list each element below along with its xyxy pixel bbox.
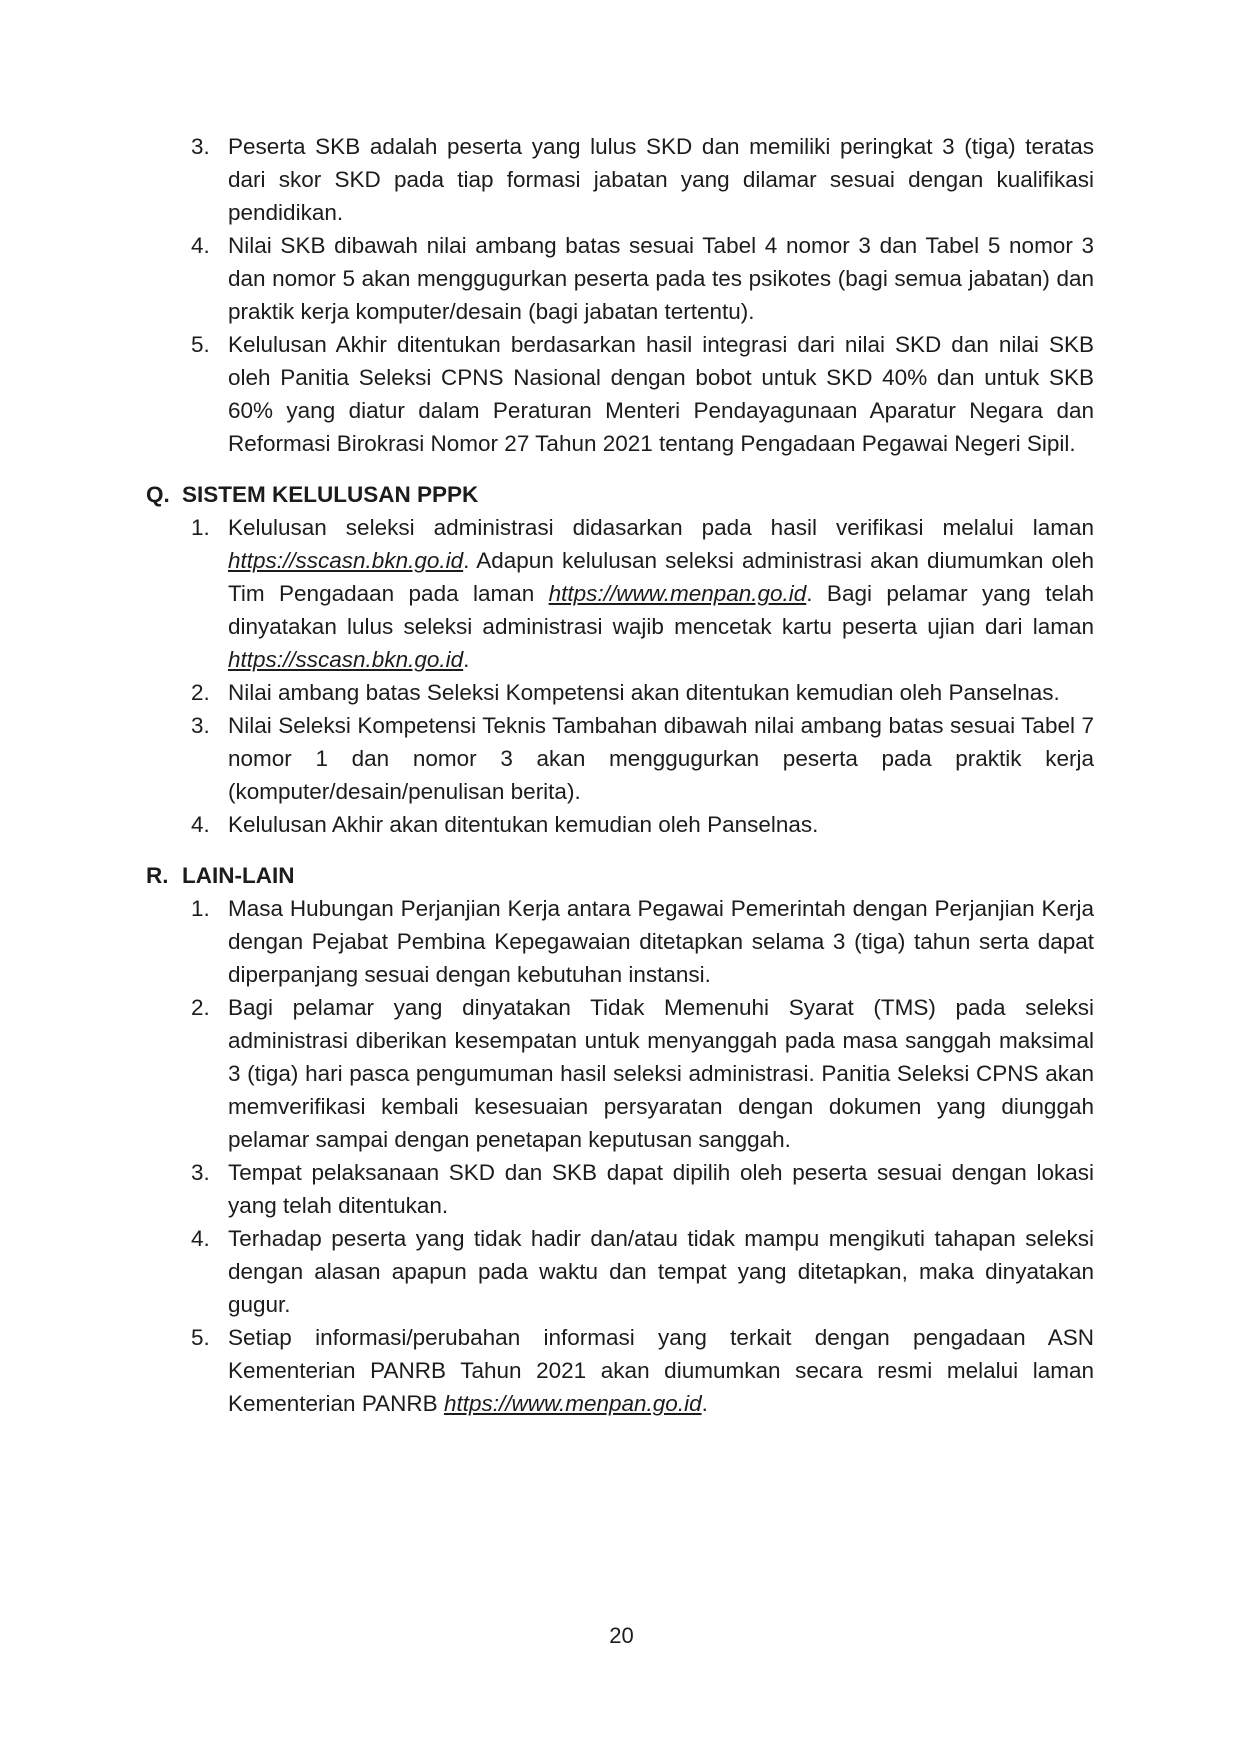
list-item — [191, 676, 1094, 709]
list-text: Terhadap peserta yang tidak hadir dan/atau tidak mampu mengikuti tahapan seleksi dengan alasan apapun pada waktu dan tempat yang ditetapkan, maka dinyatakan gugur. — [228, 1226, 1094, 1317]
list-text: Nilai Seleksi Kompetensi Teknis Tambahan dibawah nilai ambang batas sesuai Tabel 7 nomor 1 dan nomor 3 akan menggugurkan peserta pada praktik kerja (komputer/desain/penulisan berita). — [228, 713, 1094, 804]
list-number: 3. — [191, 713, 210, 738]
list-text: . Bagi pelamar yang telah dinyatakan lulus seleksi administrasi wajib mencetak kartu peserta ujian dari laman — [228, 581, 1094, 639]
list-text: . Adapun kelulusan seleksi administrasi akan diumumkan oleh Tim Pengadaan pada laman — [228, 548, 1094, 606]
list-text: Masa Hubungan Perjanjian Kerja antara Pegawai Pemerintah dengan Perjanjian Kerja dengan Pejabat Pembina Kepegawaian ditetapkan selama 3 (tiga) tahun serta dapat diperpanjang sesuai dengan kebutuhan instansi. — [228, 896, 1094, 987]
list-item — [191, 1156, 1094, 1222]
list-number: 1. — [191, 515, 210, 540]
list-item — [191, 130, 1094, 229]
list-item — [191, 892, 1094, 991]
page-number: 20 — [609, 1623, 634, 1648]
list-number: 3. — [191, 134, 210, 159]
list-number: 2. — [191, 680, 210, 705]
list-text: Kelulusan seleksi administrasi didasarkan pada hasil verifikasi melalui laman — [228, 515, 1094, 540]
list-item — [191, 328, 1094, 460]
list-number: 1. — [191, 896, 210, 921]
list-item — [191, 1321, 1094, 1420]
list-text: Bagi pelamar yang dinyatakan Tidak Memenuhi Syarat (TMS) pada seleksi administrasi diberikan kesempatan untuk menyanggah pada masa sanggah maksimal 3 (tiga) hari pasca pengumuman hasil seleksi administrasi. Panitia Seleksi CPNS akan memverifikasi kembali kesesuaian persyaratan dengan dokumen yang diunggah pelamar sampai dengan penetapan keputusan sanggah. — [228, 995, 1094, 1152]
list-item — [191, 1222, 1094, 1321]
list-text: Nilai ambang batas Seleksi Kompetensi akan ditentukan kemudian oleh Panselnas. — [228, 680, 1060, 705]
section-r-heading — [146, 859, 1094, 892]
list-text: Kelulusan Akhir ditentukan berdasarkan hasil integrasi dari nilai SKD dan nilai SKB oleh Panitia Seleksi CPNS Nasional dengan bobot untuk SKD 40% dan untuk SKB 60% yang diatur dalam Peraturan Menteri Pendayagunaan Aparatur Negara dan Reformasi Birokrasi Nomor 27 Tahun 2021 tentang Pengadaan Pegawai Negeri Sipil. — [228, 332, 1094, 456]
top-list — [146, 130, 1094, 460]
list-text: Kelulusan Akhir akan ditentukan kemudian oleh Panselnas. — [228, 812, 819, 837]
sscasn-link[interactable]: https://sscasn.bkn.go.id — [228, 647, 464, 672]
list-number: 2. — [191, 995, 210, 1020]
list-number: 5. — [191, 332, 210, 357]
list-text: Setiap informasi/perubahan informasi yang terkait dengan pengadaan ASN Kementerian PANRB Tahun 2021 akan diumumkan secara resmi melalui laman Kementerian PANRB — [228, 1325, 1094, 1416]
list-item — [191, 511, 1094, 676]
list-number: 5. — [191, 1325, 210, 1350]
page-content — [146, 130, 1094, 1420]
list-item — [191, 991, 1094, 1156]
menpan-link[interactable]: https://www.menpan.go.id — [548, 581, 807, 606]
list-item — [191, 229, 1094, 328]
list-text: . — [463, 647, 470, 672]
section-q-heading — [146, 478, 1094, 511]
list-number: 4. — [191, 1226, 210, 1251]
list-number: 4. — [191, 812, 210, 837]
list-item — [191, 808, 1094, 841]
section-title: LAIN-LAIN — [182, 863, 295, 888]
menpan-link[interactable]: https://www.menpan.go.id — [443, 1391, 702, 1416]
list-text: . — [701, 1391, 708, 1416]
section-q-list — [146, 511, 1094, 841]
sscasn-link[interactable]: https://sscasn.bkn.go.id — [228, 548, 464, 573]
list-text: Peserta SKB adalah peserta yang lulus SKD dan memiliki peringkat 3 (tiga) teratas dari skor SKD pada tiap formasi jabatan yang dilamar sesuai dengan kualifikasi pendidikan. — [228, 134, 1094, 225]
list-item — [191, 709, 1094, 808]
list-text: Nilai SKB dibawah nilai ambang batas sesuai Tabel 4 nomor 3 dan Tabel 5 nomor 3 dan nomor 5 akan menggugurkan peserta pada tes psikotes (bagi semua jabatan) dan praktik kerja komputer/desain (bagi jabatan tertentu). — [228, 233, 1094, 324]
section-letter: Q. — [146, 482, 170, 507]
section-letter: R. — [146, 863, 169, 888]
section-title: SISTEM KELULUSAN PPPK — [182, 482, 479, 507]
list-text: Tempat pelaksanaan SKD dan SKB dapat dipilih oleh peserta sesuai dengan lokasi yang telah ditentukan. — [228, 1160, 1094, 1218]
section-r — [146, 859, 1094, 1420]
section-q — [146, 478, 1094, 841]
section-r-list — [146, 892, 1094, 1420]
list-number: 3. — [191, 1160, 210, 1185]
list-number: 4. — [191, 233, 210, 258]
